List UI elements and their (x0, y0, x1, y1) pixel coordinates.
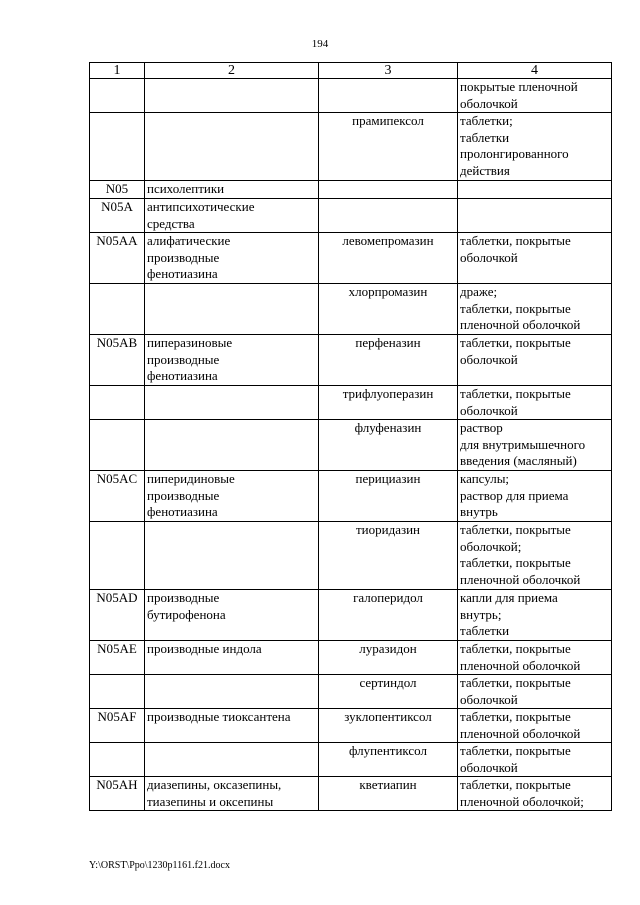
dosage-form-cell: раствор для внутримышечного введения (масляный) (458, 420, 612, 471)
group-name-cell (145, 386, 319, 420)
drug-name-cell: левомепромазин (319, 233, 458, 284)
atc-code-cell (90, 522, 145, 590)
drug-name-cell: прамипексол (319, 113, 458, 181)
drug-name-cell: перфеназин (319, 335, 458, 386)
group-name-cell (145, 113, 319, 181)
atc-code-cell (90, 675, 145, 709)
atc-code-cell: N05AA (90, 233, 145, 284)
table-row (90, 420, 612, 471)
atc-code-cell: N05AH (90, 777, 145, 811)
dosage-form-cell: покрытые пленочной оболочкой (458, 79, 612, 113)
atc-code-cell (90, 284, 145, 335)
group-name-cell: диазепины, оксазепины, тиазепины и оксепины (145, 777, 319, 811)
table-row (90, 113, 612, 181)
group-name-cell: психолептики (145, 181, 319, 199)
dosage-form-cell: таблетки, покрытые оболочкой; таблетки, покрытые пленочной оболочкой (458, 522, 612, 590)
atc-code-cell: N05AC (90, 471, 145, 522)
table-row (90, 522, 612, 590)
drug-name-cell (319, 181, 458, 199)
atc-code-cell (90, 420, 145, 471)
page-number: 194 (311, 38, 329, 50)
dosage-form-cell: таблетки, покрытые пленочной оболочкой (458, 641, 612, 675)
group-name-cell: производные бутирофенона (145, 590, 319, 641)
drug-name-cell: зуклопентиксол (319, 709, 458, 743)
table-row (90, 590, 612, 641)
group-name-cell: антипсихотические средства (145, 199, 319, 233)
drug-name-cell: флуфеназин (319, 420, 458, 471)
table-row (90, 284, 612, 335)
group-name-cell: пиперазиновые производные фенотиазина (145, 335, 319, 386)
table-row (90, 777, 612, 811)
dosage-form-cell: таблетки, покрытые пленочной оболочкой; (458, 777, 612, 811)
dosage-form-cell: таблетки, покрытые оболочкой (458, 386, 612, 420)
drug-table (89, 62, 612, 811)
dosage-form-cell (458, 199, 612, 233)
footer-file-path: Y:\ORST\Ppo\1230p1161.f21.docx (89, 860, 230, 871)
dosage-form-cell: таблетки, покрытые оболочкой (458, 233, 612, 284)
drug-name-cell: сертиндол (319, 675, 458, 709)
group-name-cell (145, 420, 319, 471)
atc-code-cell: N05AE (90, 641, 145, 675)
table-row (90, 675, 612, 709)
atc-code-cell (90, 79, 145, 113)
atc-code-cell: N05AB (90, 335, 145, 386)
drug-name-cell (319, 79, 458, 113)
dosage-form-cell: таблетки, покрытые оболочкой (458, 743, 612, 777)
dosage-form-cell: драже; таблетки, покрытые пленочной оболочкой (458, 284, 612, 335)
drug-name-cell: трифлуоперазин (319, 386, 458, 420)
atc-code-cell (90, 743, 145, 777)
group-name-cell (145, 79, 319, 113)
table-row (90, 79, 612, 113)
dosage-form-cell: таблетки, покрытые оболочкой (458, 675, 612, 709)
header-col-2: 2 (145, 63, 319, 79)
table-row (90, 335, 612, 386)
atc-code-cell: N05AD (90, 590, 145, 641)
atc-code-cell: N05AF (90, 709, 145, 743)
table-row (90, 743, 612, 777)
group-name-cell (145, 284, 319, 335)
header-col-1: 1 (90, 63, 145, 79)
dosage-form-cell (458, 181, 612, 199)
group-name-cell: алифатические производные фенотиазина (145, 233, 319, 284)
group-name-cell (145, 675, 319, 709)
atc-code-cell (90, 386, 145, 420)
header-col-3: 3 (319, 63, 458, 79)
table-header-row (90, 63, 612, 79)
group-name-cell: пиперидиновые производные фенотиазина (145, 471, 319, 522)
drug-name-cell: флупентиксол (319, 743, 458, 777)
table-row (90, 641, 612, 675)
atc-code-cell: N05 (90, 181, 145, 199)
drug-name-cell: кветиапин (319, 777, 458, 811)
drug-name-cell: перициазин (319, 471, 458, 522)
drug-name-cell: галоперидол (319, 590, 458, 641)
table-row (90, 199, 612, 233)
dosage-form-cell: таблетки; таблетки пролонгированного действия (458, 113, 612, 181)
dosage-form-cell: таблетки, покрытые пленочной оболочкой (458, 709, 612, 743)
dosage-form-cell: таблетки, покрытые оболочкой (458, 335, 612, 386)
table-row (90, 181, 612, 199)
dosage-form-cell: капли для приема внутрь; таблетки (458, 590, 612, 641)
group-name-cell: производные индола (145, 641, 319, 675)
atc-code-cell: N05A (90, 199, 145, 233)
drug-name-cell: тиоридазин (319, 522, 458, 590)
table-row (90, 471, 612, 522)
table-row (90, 709, 612, 743)
table-row (90, 386, 612, 420)
header-col-4: 4 (458, 63, 612, 79)
group-name-cell (145, 522, 319, 590)
atc-code-cell (90, 113, 145, 181)
drug-name-cell: хлорпромазин (319, 284, 458, 335)
table-row (90, 233, 612, 284)
drug-name-cell (319, 199, 458, 233)
drug-name-cell: луразидон (319, 641, 458, 675)
dosage-form-cell: капсулы; раствор для приема внутрь (458, 471, 612, 522)
group-name-cell: производные тиоксантена (145, 709, 319, 743)
group-name-cell (145, 743, 319, 777)
